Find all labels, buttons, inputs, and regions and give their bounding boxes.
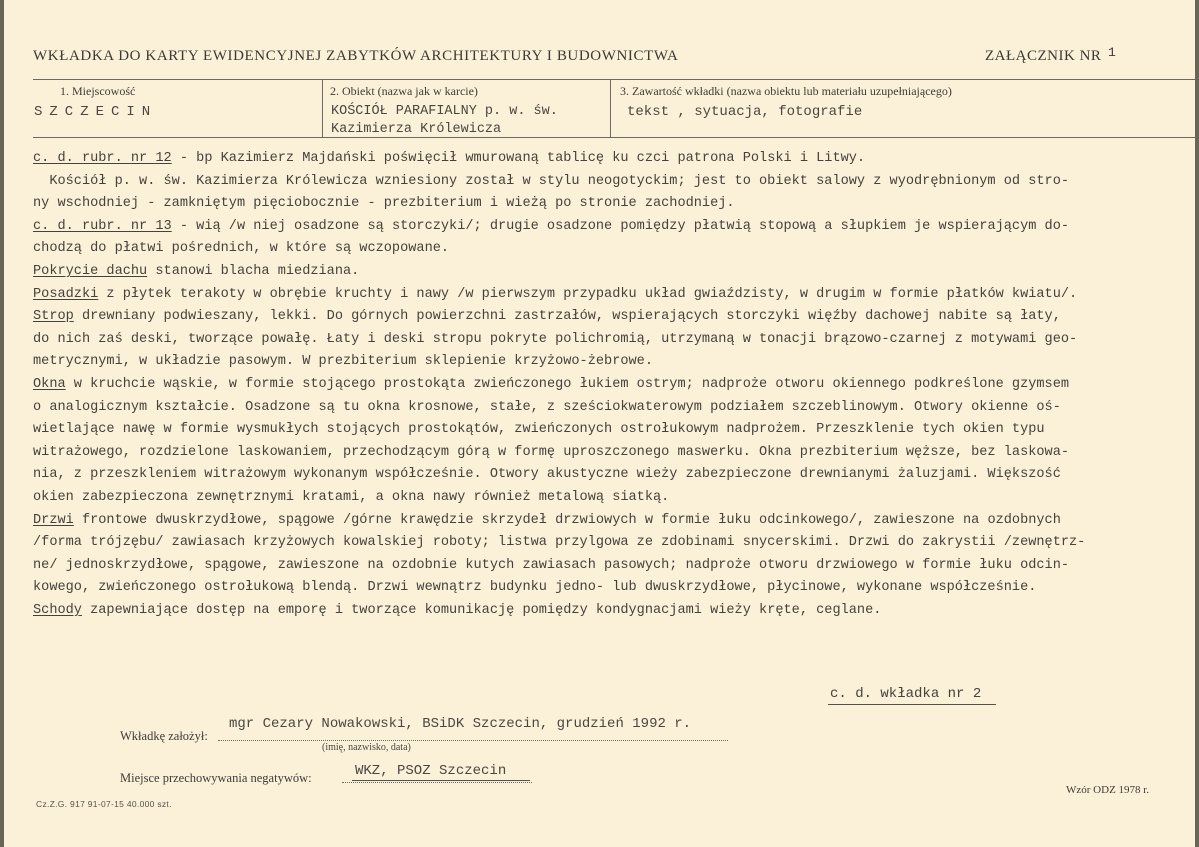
section-heading: Drzwi (33, 512, 74, 528)
text-line: c. d. rubr. nr 13 - wią /w niej osadzone są storczyki/; drugie osadzone pomiędzy płatwią stopową a słupkiem je wspierającym do- (33, 218, 1070, 234)
section-heading: Strop (33, 309, 74, 325)
section-reference: c. d. rubr. nr 12 (33, 151, 172, 166)
text-line: Posadzki z płytek terakoty w obrębie kruchty i nawy /w pierwszym przypadku układ gwiaździsty, w drugim w formie płatków kwiatu/. (33, 286, 1078, 302)
page-edge-left (0, 0, 4, 847)
attachment-label: ZAŁĄCZNIK NR (985, 48, 1102, 64)
section-heading: Schody (33, 602, 82, 618)
table-divider-2 (610, 79, 611, 137)
text-line: witrażowego, rozdzielone laskowaniem, przechodzącym górą w formę uproszczonego maswerku. Okna prezbiterium węższe, bez laskowa- (33, 444, 1070, 460)
section-reference: c. d. rubr. nr 13 (33, 218, 172, 234)
author-label: Wkładkę założył: (120, 729, 208, 743)
table-top-rule (33, 79, 1195, 80)
page-edge-right (1195, 0, 1199, 847)
text-line: c. d. rubr. nr 12 - bp Kazimierz Majdański poświęcił wmurowaną tablicę ku czci patrona Polski i Litwy. (33, 151, 866, 166)
locality-label: 1. Miejscowość (60, 84, 136, 98)
author-value: mgr Cezary Nowakowski, BSiDK Szczecin, grudzień 1992 r. (229, 716, 692, 732)
negatives-label: Miejsce przechowywania negatywów: (120, 771, 312, 785)
section-heading: Posadzki (33, 286, 99, 302)
text-line: nia, z przeszkleniem witrażowym wykonanym współcześnie. Otwory akustyczne wieży zabezpieczone drewnianymi żaluzjami. Większość (33, 467, 1061, 483)
text-line: Drzwi frontowe dwuskrzydłowe, spągowe /górne krawędzie skrzydeł drzwiowych w formie łuku odcinkowego/, zawieszone na ozdobnych (33, 512, 1061, 528)
attachment-number: 1 (1108, 45, 1116, 60)
text-line: kowego, zwieńczonego ostrołukową blendą. Drzwi wewnątrz budynku jedno- lub dwuskrzydłowe, płycinowe, wykonane współcześnie. (33, 580, 1037, 596)
text-line: Pokrycie dachu stanowi blacha miedziana. (33, 263, 360, 279)
negatives-dotted-line (342, 782, 532, 783)
text-line: Strop drewniany podwieszany, lekki. Do górnych powierzchni zastrzałów, wspierających storczyki więźby dachowej nabite są łaty, (33, 309, 1061, 325)
text-line: Schody zapewniające dostęp na emporę i tworzące komunikację pomiędzy kondygnacjami wieży kręte, ceglane. (33, 602, 882, 618)
text-line: Okna w kruchcie wąskie, w formie stojącego prostokąta zwieńczonego łukiem ostrym; nadproże otworu okiennego podkreślone gzymsem (33, 376, 1070, 392)
text-line: /forma trójzębu/ zawiasach krzyżowych kowalskiej roboty; listwa przylgowa ze zdobinami snycerskimi. Drzwi do zakrystii /zewnętrz- (33, 535, 1086, 551)
text-line: Kościół p. w. św. Kazimierza Królewicza wzniesiony został w stylu neogotyckim; jest to obiekt salowy z wyodrębnionym od stro- (33, 173, 1070, 189)
object-value-line1: KOŚCIÓŁ PARAFIALNY p. w. św. (331, 104, 558, 119)
text-line: metrycznymi, w układzie pasowym. W prezbiterium sklepienie krzyżowo-żebrowe. (33, 354, 653, 370)
negatives-value: WKZ, PSOZ Szczecin (355, 763, 507, 779)
text-line: ny wschodniej - zamkniętym pięciobocznie - prezbiterium i wieżą po stronie zachodniej. (33, 196, 735, 212)
form-model: Wzór ODZ 1978 r. (1066, 784, 1150, 796)
contents-value: tekst , sytuacja, fotografie (627, 104, 863, 120)
table-bottom-rule (33, 137, 1195, 138)
form-title: WKŁADKA DO KARTY EWIDENCYJNEJ ZABYTKÓW ARCHITEKTURY I BUDOWNICTWA (33, 48, 679, 64)
text-line: chodzą do płatwi pośrednich, w które są wczopowane. (33, 241, 450, 257)
section-heading: Pokrycie dachu (33, 263, 148, 279)
text-line: do nich zaś deski, tworzące powałę. Łaty i deski stropu pokryte polichromią, utrzymaną w tonacji brązowo-czarnej z motywami geo- (33, 331, 1078, 347)
text-line: okien zabezpieczona zewnętrznymi kratami, a okna nawy również metalową siatką. (33, 489, 670, 505)
continuation-note: c. d. wkładka nr 2 (830, 686, 982, 702)
description-text (33, 148, 1193, 622)
text-line: o analogicznym kształcie. Osadzone są tu okna krosnowe, stałe, z sześciokwaterowym podziałem szczeblinowym. Otwory okienne oś- (33, 399, 1061, 415)
contents-label: 3. Zawartość wkładki (nazwa obiektu lub materiału uzupełniającego) (620, 84, 952, 98)
section-heading: Okna (33, 376, 66, 392)
text-line: wietlające nawę w formie wysmukłych stojących prostokątów, zwieńczonych ostrołukowym nadprożem. Przeszklenie tych okien typu (33, 422, 1045, 438)
author-hint: (imię, nazwisko, data) (322, 742, 411, 753)
text-line: ne/ jednoskrzydłowe, spągowe, zawieszone na ozdobnie kutych zawiasach pasowych; nadproże otworu drzwiowego w formie łuku odcin- (33, 557, 1070, 573)
object-label: 2. Obiekt (nazwa jak w karcie) (330, 84, 478, 98)
continuation-underline (828, 704, 996, 705)
author-dotted-line (218, 740, 728, 741)
object-value-line2: Kazimierza Królewicza (331, 122, 502, 137)
print-code: Cz.Z.G. 917 91-07-15 40.000 szt. (36, 799, 172, 809)
locality-value: SZCZECIN (34, 104, 158, 120)
table-divider-1 (322, 79, 323, 137)
negatives-underline (352, 780, 530, 781)
